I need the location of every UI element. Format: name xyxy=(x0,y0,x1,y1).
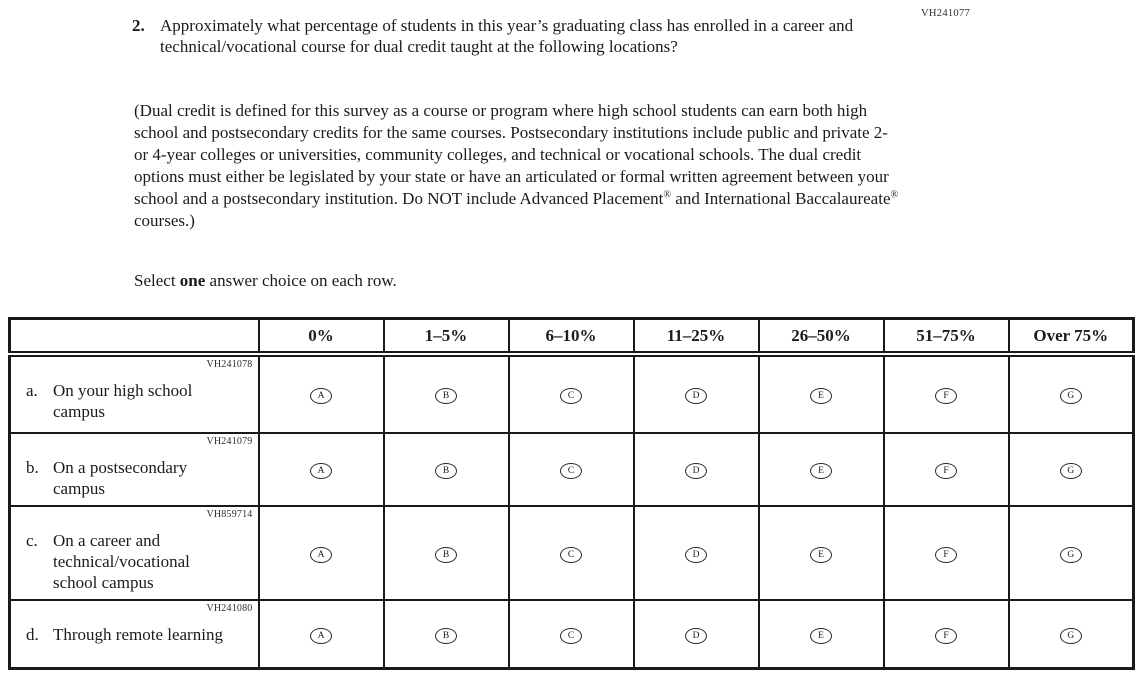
answer-option-g[interactable]: G xyxy=(1060,463,1082,479)
row-label-cell xyxy=(10,433,259,506)
definition-paragraph xyxy=(134,100,906,232)
answer-option-c[interactable]: C xyxy=(560,388,582,404)
answer-option-c[interactable]: C xyxy=(560,628,582,644)
row-item-code: VH241079 xyxy=(206,436,253,447)
answer-cell xyxy=(884,354,1009,433)
answer-option-f[interactable]: F xyxy=(935,628,957,644)
answer-cell xyxy=(509,600,634,669)
instruction-text: answer choice on each row. xyxy=(205,271,397,290)
answer-cell xyxy=(884,433,1009,506)
answer-option-c[interactable]: C xyxy=(560,547,582,563)
instruction-text: Select xyxy=(134,271,180,290)
answer-cell xyxy=(259,433,384,506)
answer-cell xyxy=(759,600,884,669)
instruction-bold-word: one xyxy=(179,271,206,290)
row-item-code: VH859714 xyxy=(206,509,253,520)
row-label-text: Through remote learning xyxy=(53,625,223,644)
answer-cell xyxy=(634,433,759,506)
answer-cell xyxy=(384,600,509,669)
answer-option-d[interactable]: D xyxy=(685,388,707,404)
answer-cell xyxy=(384,354,509,433)
answer-option-a[interactable]: A xyxy=(310,628,332,644)
answer-cell xyxy=(384,433,509,506)
row-label-cell xyxy=(10,600,259,669)
answer-cell xyxy=(1009,600,1134,669)
definition-text: (Dual credit is defined for this survey as a course or program where high school students can earn both high school and postsecondary credits for the same courses. Postsecondary institutions include public and private 2- or 4-year colleges or universities, community colleges, and technical or vocational schools. The dual credit options must either be legislated by your state or have an articulated or formal written agreement between your school and a postsecondary institution. Do NOT include Advanced Placement xyxy=(134,101,889,208)
survey-item-code: VH241077 xyxy=(921,8,971,19)
answer-option-b[interactable]: B xyxy=(435,547,457,563)
col-header-0pct: 0% xyxy=(259,319,384,355)
col-header-6-10pct: 6–10% xyxy=(509,319,634,355)
answer-option-g[interactable]: G xyxy=(1060,547,1082,563)
row-label-text: On a postsecondary campus xyxy=(53,458,188,498)
table-header-row xyxy=(10,319,1134,355)
row-letter-prefix: b. xyxy=(26,458,39,477)
answer-option-a[interactable]: A xyxy=(310,388,332,404)
answer-option-f[interactable]: F xyxy=(935,463,957,479)
answer-option-d[interactable]: D xyxy=(685,547,707,563)
answer-cell xyxy=(1009,433,1134,506)
table-row-cte-school-campus xyxy=(10,506,1134,600)
answer-option-g[interactable]: G xyxy=(1060,628,1082,644)
question-block xyxy=(132,15,927,57)
answer-option-e[interactable]: E xyxy=(810,463,832,479)
header-empty-cell xyxy=(10,319,259,355)
instruction-line xyxy=(134,271,397,291)
registered-trademark-symbol: ® xyxy=(663,189,672,201)
col-header-1-5pct: 1–5% xyxy=(384,319,509,355)
answer-cell xyxy=(634,600,759,669)
table-row-high-school-campus xyxy=(10,354,1134,433)
definition-text: courses.) xyxy=(134,211,195,230)
answer-option-d[interactable]: D xyxy=(685,628,707,644)
answer-cell xyxy=(259,354,384,433)
answer-cell xyxy=(1009,354,1134,433)
answer-cell xyxy=(759,354,884,433)
col-header-over-75pct: Over 75% xyxy=(1009,319,1134,355)
row-letter-prefix: d. xyxy=(26,625,39,644)
answer-cell xyxy=(259,506,384,600)
answer-matrix-table xyxy=(8,317,1135,670)
row-letter-prefix: a. xyxy=(26,381,38,400)
answer-option-a[interactable]: A xyxy=(310,547,332,563)
answer-option-e[interactable]: E xyxy=(810,547,832,563)
answer-option-b[interactable]: B xyxy=(435,388,457,404)
answer-cell xyxy=(509,354,634,433)
question-text: Approximately what percentage of students in this year’s graduating class has enrolled in a career and technical/vocational course for dual credit taught at the following locations? xyxy=(160,16,854,56)
answer-cell xyxy=(1009,506,1134,600)
col-header-26-50pct: 26–50% xyxy=(759,319,884,355)
answer-option-e[interactable]: E xyxy=(810,388,832,404)
col-header-51-75pct: 51–75% xyxy=(884,319,1009,355)
answer-option-f[interactable]: F xyxy=(935,388,957,404)
col-header-11-25pct: 11–25% xyxy=(634,319,759,355)
answer-cell xyxy=(884,600,1009,669)
table-row-remote-learning xyxy=(10,600,1134,669)
answer-cell xyxy=(634,506,759,600)
row-item-code: VH241080 xyxy=(206,603,253,614)
answer-option-e[interactable]: E xyxy=(810,628,832,644)
answer-cell xyxy=(634,354,759,433)
answer-cell xyxy=(884,506,1009,600)
row-label-cell xyxy=(10,354,259,433)
answer-option-g[interactable]: G xyxy=(1060,388,1082,404)
row-item-code: VH241078 xyxy=(206,359,253,370)
row-label-text: On a career and technical/vocational school campus xyxy=(53,531,190,592)
answer-option-a[interactable]: A xyxy=(310,463,332,479)
answer-cell xyxy=(259,600,384,669)
answer-option-f[interactable]: F xyxy=(935,547,957,563)
row-label-cell xyxy=(10,506,259,600)
row-label-text: On your high school campus xyxy=(53,381,193,421)
registered-trademark-symbol: ® xyxy=(890,189,899,201)
answer-option-c[interactable]: C xyxy=(560,463,582,479)
answer-option-b[interactable]: B xyxy=(435,463,457,479)
answer-option-b[interactable]: B xyxy=(435,628,457,644)
question-number: 2. xyxy=(132,16,145,35)
answer-option-d[interactable]: D xyxy=(685,463,707,479)
answer-cell xyxy=(509,433,634,506)
answer-cell xyxy=(759,506,884,600)
answer-cell xyxy=(509,506,634,600)
row-letter-prefix: c. xyxy=(26,531,38,550)
table-row-postsecondary-campus xyxy=(10,433,1134,506)
answer-cell xyxy=(384,506,509,600)
definition-text: and International Baccalaureate xyxy=(671,189,891,208)
answer-cell xyxy=(759,433,884,506)
